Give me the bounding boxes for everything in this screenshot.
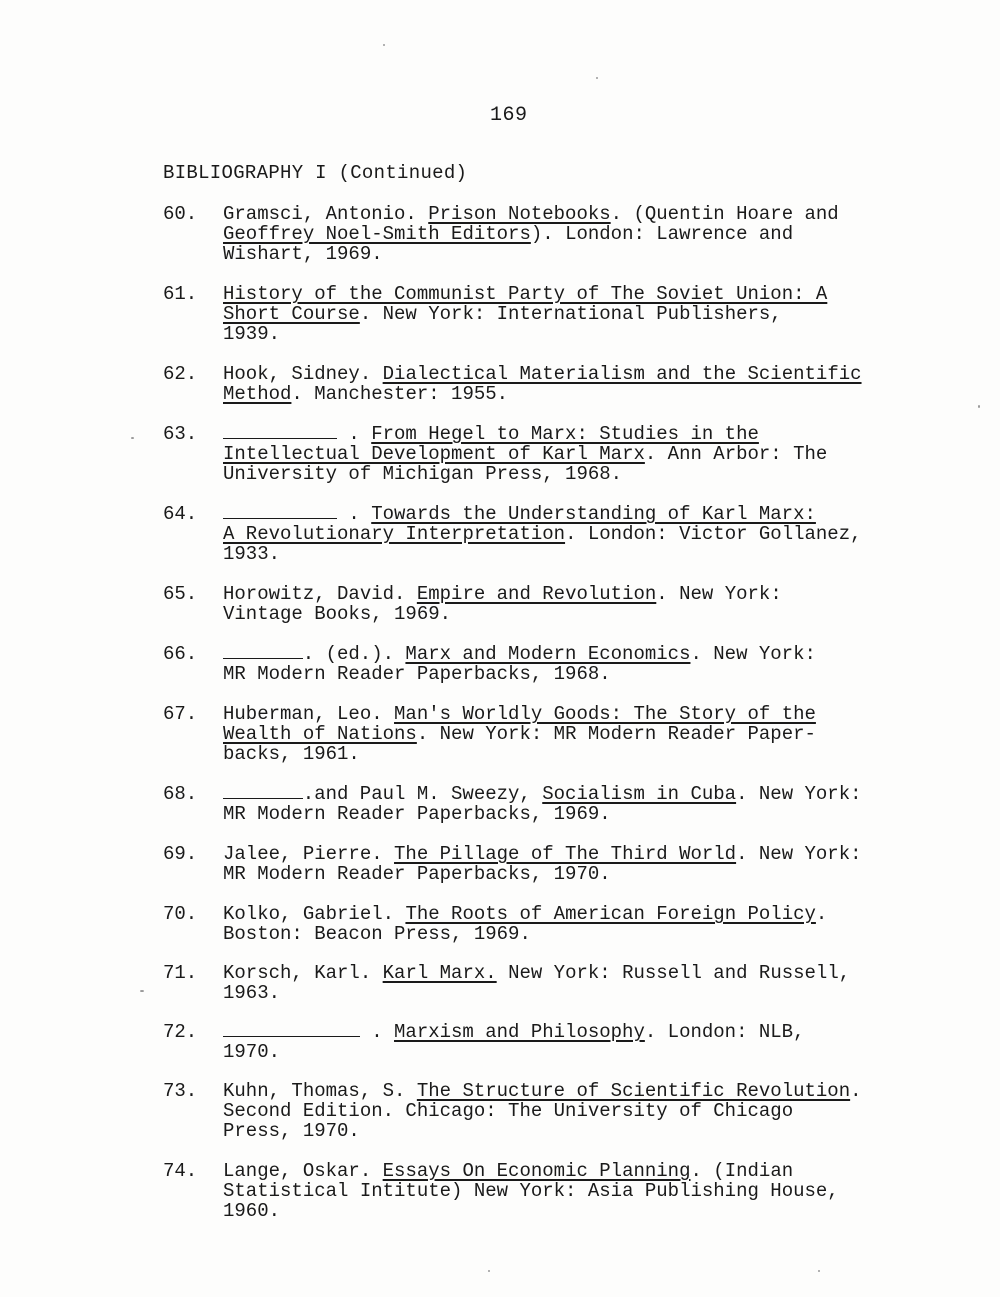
citation-text: . <box>359 1021 395 1043</box>
underlined-title: The Pillage of The Third World <box>394 843 737 865</box>
citation-line <box>223 304 943 324</box>
citation-text: . New York: <box>656 583 782 605</box>
entry-number: 74. <box>163 1160 198 1182</box>
scan-speck <box>140 990 144 992</box>
repeat-author-rule <box>223 1022 360 1037</box>
citation-line <box>223 324 943 344</box>
entry-number: 70. <box>163 903 198 925</box>
citation-text: . Manchester: 1955. <box>291 383 509 405</box>
underlined-title: Karl Marx. <box>382 962 497 984</box>
citation-line <box>223 1081 943 1101</box>
citation-text: . New York: <box>736 843 862 865</box>
citation-text: Second Edition. Chicago: The University of Chicago <box>223 1100 794 1122</box>
citation-text: . <box>337 503 372 525</box>
scan-speck <box>131 437 134 439</box>
citation-line <box>223 1101 943 1121</box>
underlined-title: Marxism and Philosophy <box>394 1021 645 1043</box>
citation-text: Kuhn, Thomas, S. <box>223 1080 417 1102</box>
citation-line <box>223 704 943 724</box>
citation-line <box>223 444 943 464</box>
entry-number: 65. <box>163 583 198 605</box>
citation-text: 1960. <box>223 1200 281 1222</box>
citation-text: .and Paul M. Sweezy, <box>302 783 543 805</box>
citation-text: backs, 1961. <box>223 743 360 765</box>
citation-line <box>223 464 943 484</box>
entry-citation <box>223 844 943 884</box>
underlined-title: Method <box>223 383 292 405</box>
entry-number: 66. <box>163 643 198 665</box>
citation-line <box>223 844 943 864</box>
entry-citation <box>223 1161 943 1221</box>
citation-text: . New York: <box>690 643 816 665</box>
citation-line <box>223 1181 943 1201</box>
page-number: 169 <box>490 104 528 127</box>
citation-text: 1963. <box>223 982 281 1004</box>
citation-text: ). London: Lawrence and <box>530 223 794 245</box>
citation-line <box>223 244 943 264</box>
citation-line <box>223 1042 943 1062</box>
citation-text: . New York: International Publishers, <box>359 303 782 325</box>
citation-text: Gramsci, Antonio. <box>223 203 429 225</box>
underlined-title: Towards the Understanding of Karl Marx: <box>371 503 816 525</box>
citation-text: . (Indian <box>690 1160 794 1182</box>
underlined-title: Dialectical Materialism and the Scientific <box>382 363 862 385</box>
underlined-title: Wealth of Nations <box>223 723 417 745</box>
citation-line <box>223 384 943 404</box>
citation-text: . (ed.). <box>302 643 406 665</box>
scan-speck <box>818 1270 820 1272</box>
citation-text: New York: Russell and Russell, <box>496 962 851 984</box>
scan-speck <box>978 405 980 408</box>
entry-number: 72. <box>163 1021 198 1043</box>
entry-number: 71. <box>163 962 198 984</box>
repeat-author-rule <box>223 424 337 439</box>
underlined-title: Prison Notebooks <box>428 203 611 225</box>
citation-line <box>223 664 943 684</box>
citation-text: MR Modern Reader Paperbacks, 1969. <box>223 803 611 825</box>
citation-text: 1933. <box>223 543 281 565</box>
entry-citation <box>223 1022 943 1062</box>
entry-citation <box>223 904 943 944</box>
citation-text: . <box>815 903 828 925</box>
citation-text: Boston: Beacon Press, 1969. <box>223 923 531 945</box>
scan-speck <box>383 44 385 46</box>
citation-line <box>223 584 943 604</box>
citation-text: Vintage Books, 1969. <box>223 603 452 625</box>
citation-line <box>223 224 943 244</box>
citation-text: . <box>850 1080 862 1102</box>
entry-citation <box>223 284 943 344</box>
entry-number: 64. <box>163 503 198 525</box>
citation-text: . New York: MR Modern Reader Paper- <box>416 723 816 745</box>
entry-citation <box>223 1081 943 1141</box>
entry-number: 63. <box>163 423 198 445</box>
entry-number: 60. <box>163 203 198 225</box>
citation-line <box>223 424 943 444</box>
entry-citation <box>223 204 943 264</box>
entry-citation <box>223 364 943 404</box>
citation-text: Hook, Sidney. <box>223 363 383 385</box>
citation-line <box>223 544 943 564</box>
entry-citation <box>223 784 943 824</box>
scan-speck <box>488 1270 490 1272</box>
citation-text: Huberman, Leo. <box>223 703 395 725</box>
citation-line <box>223 1121 943 1141</box>
underlined-title: The Roots of American Foreign Policy <box>405 903 816 925</box>
underlined-title: The Structure of Scientific Revolution <box>416 1080 851 1102</box>
citation-text: Jalee, Pierre. <box>223 843 395 865</box>
entry-number: 68. <box>163 783 198 805</box>
citation-line <box>223 1201 943 1221</box>
entry-citation <box>223 963 943 1003</box>
entry-citation <box>223 584 943 624</box>
entry-number: 61. <box>163 283 198 305</box>
citation-line <box>223 924 943 944</box>
entry-citation <box>223 424 943 484</box>
citation-line <box>223 963 943 983</box>
underlined-title: A Revolutionary Interpretation <box>223 523 566 545</box>
citation-text: 1970. <box>223 1041 281 1063</box>
citation-line <box>223 724 943 744</box>
citation-line <box>223 1161 943 1181</box>
citation-text: . New York: <box>736 783 862 805</box>
citation-line <box>223 804 943 824</box>
underlined-title: Short Course <box>223 303 360 325</box>
citation-text: Press, 1970. <box>223 1120 360 1142</box>
citation-line <box>223 1022 943 1042</box>
citation-text: Horowitz, David. <box>223 583 417 605</box>
citation-line <box>223 284 943 304</box>
citation-text: . Ann Arbor: The <box>644 443 828 465</box>
citation-line <box>223 644 943 664</box>
citation-line <box>223 504 943 524</box>
entry-number: 67. <box>163 703 198 725</box>
citation-line <box>223 364 943 384</box>
repeat-author-rule <box>223 784 303 799</box>
citation-text: Wishart, 1969. <box>223 243 383 265</box>
underlined-title: History of the Communist Party of The Soviet Union: A <box>223 283 828 305</box>
citation-text: . (Quentin Hoare and <box>610 203 839 225</box>
underlined-title: Geoffrey Noel-Smith Editors <box>223 223 531 245</box>
citation-text: . London: Victor Gollanez, <box>565 523 862 545</box>
entry-number: 62. <box>163 363 198 385</box>
citation-text: Kolko, Gabriel. <box>223 903 406 925</box>
citation-text: Lange, Oskar. <box>223 1160 383 1182</box>
entry-number: 73. <box>163 1080 198 1102</box>
repeat-author-rule <box>223 644 303 659</box>
underlined-title: Intellectual Development of Karl Marx <box>223 443 645 465</box>
citation-text: 1939. <box>223 323 281 345</box>
underlined-title: Essays On Economic Planning <box>382 1160 691 1182</box>
entry-citation <box>223 704 943 764</box>
citation-text: . <box>337 423 372 445</box>
underlined-title: Man's Worldly Goods: The Story of the <box>394 703 816 725</box>
repeat-author-rule <box>223 504 337 519</box>
entry-number: 69. <box>163 843 198 865</box>
underlined-title: Marx and Modern Economics <box>405 643 691 665</box>
citation-text: MR Modern Reader Paperbacks, 1968. <box>223 663 611 685</box>
citation-text: Korsch, Karl. <box>223 962 383 984</box>
bibliography-heading: BIBLIOGRAPHY I (Continued) <box>163 162 468 184</box>
entry-citation <box>223 644 943 684</box>
citation-text: . London: NLB, <box>644 1021 805 1043</box>
citation-line <box>223 904 943 924</box>
entry-citation <box>223 504 943 564</box>
citation-line <box>223 524 943 544</box>
citation-text: University of Michigan Press, 1968. <box>223 463 623 485</box>
citation-text: MR Modern Reader Paperbacks, 1970. <box>223 863 611 885</box>
underlined-title: Empire and Revolution <box>416 583 657 605</box>
citation-line <box>223 604 943 624</box>
underlined-title: Socialism in Cuba <box>542 783 737 805</box>
citation-line <box>223 864 943 884</box>
citation-line <box>223 744 943 764</box>
citation-line <box>223 204 943 224</box>
underlined-title: From Hegel to Marx: Studies in the <box>371 423 759 445</box>
citation-line <box>223 983 943 1003</box>
citation-line <box>223 784 943 804</box>
citation-text: Statistical Intitute) New York: Asia Publishing House, <box>223 1180 839 1202</box>
scan-speck <box>596 77 598 79</box>
